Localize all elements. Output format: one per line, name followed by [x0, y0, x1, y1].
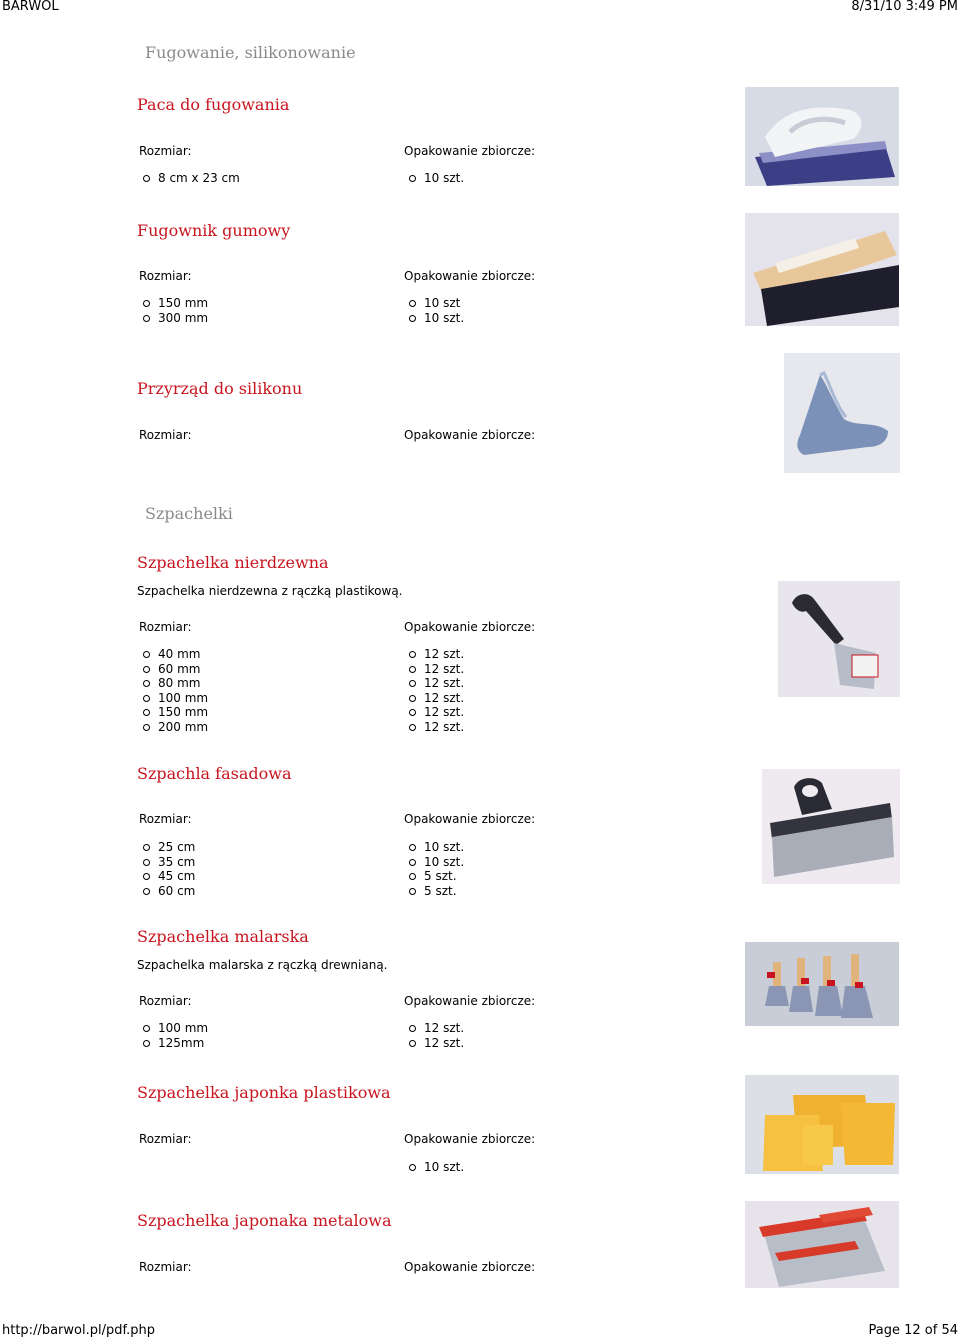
- product-title[interactable]: Przyrząd do silikonu: [137, 379, 303, 398]
- product-photo-grout-float: [745, 87, 899, 186]
- pack-label: Opakowanie zbiorcze:: [404, 620, 536, 634]
- list-item: 80 mm: [142, 676, 208, 691]
- product-photo-silicone-tool: [784, 353, 900, 473]
- list-item: 35 cm: [142, 855, 195, 870]
- size-label: Rozmiar:: [139, 144, 192, 158]
- product-photo-painter-spatulas: [745, 942, 899, 1026]
- list-item: 150 mm: [142, 296, 208, 311]
- pack-label: Opakowanie zbiorcze:: [404, 1260, 536, 1274]
- list-item: 125mm: [142, 1036, 208, 1051]
- list-item: 10 szt.: [408, 311, 464, 326]
- product-photo-rubber-float: [745, 213, 899, 326]
- product-photo-plastic-japan-spatulas: [745, 1075, 899, 1174]
- list-item: 300 mm: [142, 311, 208, 326]
- pack-list: [408, 1160, 464, 1175]
- list-item: 8 cm x 23 cm: [142, 171, 240, 186]
- size-list: [142, 296, 208, 325]
- list-item: 40 mm: [142, 647, 208, 662]
- size-list: [142, 647, 208, 734]
- pack-list: [408, 171, 464, 186]
- list-item: 100 mm: [142, 691, 208, 706]
- list-item: 200 mm: [142, 720, 208, 735]
- size-label: Rozmiar:: [139, 812, 192, 826]
- list-item: 12 szt.: [408, 691, 464, 706]
- list-item: 12 szt.: [408, 720, 464, 735]
- footer-page-number: Page 12 of 54: [868, 1323, 958, 1338]
- list-item: 12 szt.: [408, 1021, 464, 1036]
- footer-url[interactable]: http://barwol.pl/pdf.php: [2, 1323, 155, 1338]
- size-label: Rozmiar:: [139, 1260, 192, 1274]
- section-title-grouting: Fugowanie, silikonowanie: [145, 43, 356, 62]
- size-label: Rozmiar:: [139, 428, 192, 442]
- pack-label: Opakowanie zbiorcze:: [404, 144, 536, 158]
- size-list: [142, 171, 240, 186]
- list-item: 10 szt.: [408, 840, 464, 855]
- list-item: 100 mm: [142, 1021, 208, 1036]
- size-label: Rozmiar:: [139, 994, 192, 1008]
- product-title[interactable]: Szpachelka japonka plastikowa: [137, 1083, 391, 1102]
- list-item: 60 mm: [142, 662, 208, 677]
- list-item: 45 cm: [142, 869, 195, 884]
- list-item: 150 mm: [142, 705, 208, 720]
- header-timestamp: 8/31/10 3:49 PM: [851, 0, 958, 14]
- product-title[interactable]: Szpachelka japonaka metalowa: [137, 1211, 392, 1230]
- pack-list: [408, 1021, 464, 1050]
- list-item: 12 szt.: [408, 662, 464, 677]
- product-photo-facade-spatula: [762, 769, 900, 884]
- pack-list: [408, 647, 464, 734]
- size-label: Rozmiar:: [139, 1132, 192, 1146]
- size-label: Rozmiar:: [139, 620, 192, 634]
- list-item: 10 szt: [408, 296, 464, 311]
- pack-label: Opakowanie zbiorcze:: [404, 1132, 536, 1146]
- product-photo-metal-japan-spatulas: [745, 1201, 899, 1288]
- size-list: [142, 840, 195, 898]
- product-title[interactable]: Fugownik gumowy: [137, 221, 291, 240]
- pack-label: Opakowanie zbiorcze:: [404, 812, 536, 826]
- list-item: 5 szt.: [408, 869, 464, 884]
- list-item: 10 szt.: [408, 1160, 464, 1175]
- list-item: 12 szt.: [408, 647, 464, 662]
- product-description: Szpachelka malarska z rączką drewnianą.: [137, 958, 388, 972]
- product-title[interactable]: Szpachelka nierdzewna: [137, 553, 329, 572]
- section-title-spatulas: Szpachelki: [145, 504, 233, 523]
- size-label: Rozmiar:: [139, 269, 192, 283]
- product-photo-stainless-spatula: [778, 581, 900, 697]
- pack-label: Opakowanie zbiorcze:: [404, 994, 536, 1008]
- pack-label: Opakowanie zbiorcze:: [404, 269, 536, 283]
- list-item: 12 szt.: [408, 705, 464, 720]
- list-item: 10 szt.: [408, 855, 464, 870]
- product-title[interactable]: Szpachla fasadowa: [137, 764, 292, 783]
- product-title[interactable]: Paca do fugowania: [137, 95, 290, 114]
- list-item: 5 szt.: [408, 884, 464, 899]
- pack-list: [408, 840, 464, 898]
- list-item: 25 cm: [142, 840, 195, 855]
- list-item: 60 cm: [142, 884, 195, 899]
- size-list: [142, 1021, 208, 1050]
- list-item: 12 szt.: [408, 1036, 464, 1051]
- list-item: 10 szt.: [408, 171, 464, 186]
- product-title[interactable]: Szpachelka malarska: [137, 927, 309, 946]
- header-site-name: BARWOL: [2, 0, 59, 14]
- list-item: 12 szt.: [408, 676, 464, 691]
- product-description: Szpachelka nierdzewna z rączką plastikową.: [137, 584, 403, 598]
- pack-list: [408, 296, 464, 325]
- pack-label: Opakowanie zbiorcze:: [404, 428, 536, 442]
